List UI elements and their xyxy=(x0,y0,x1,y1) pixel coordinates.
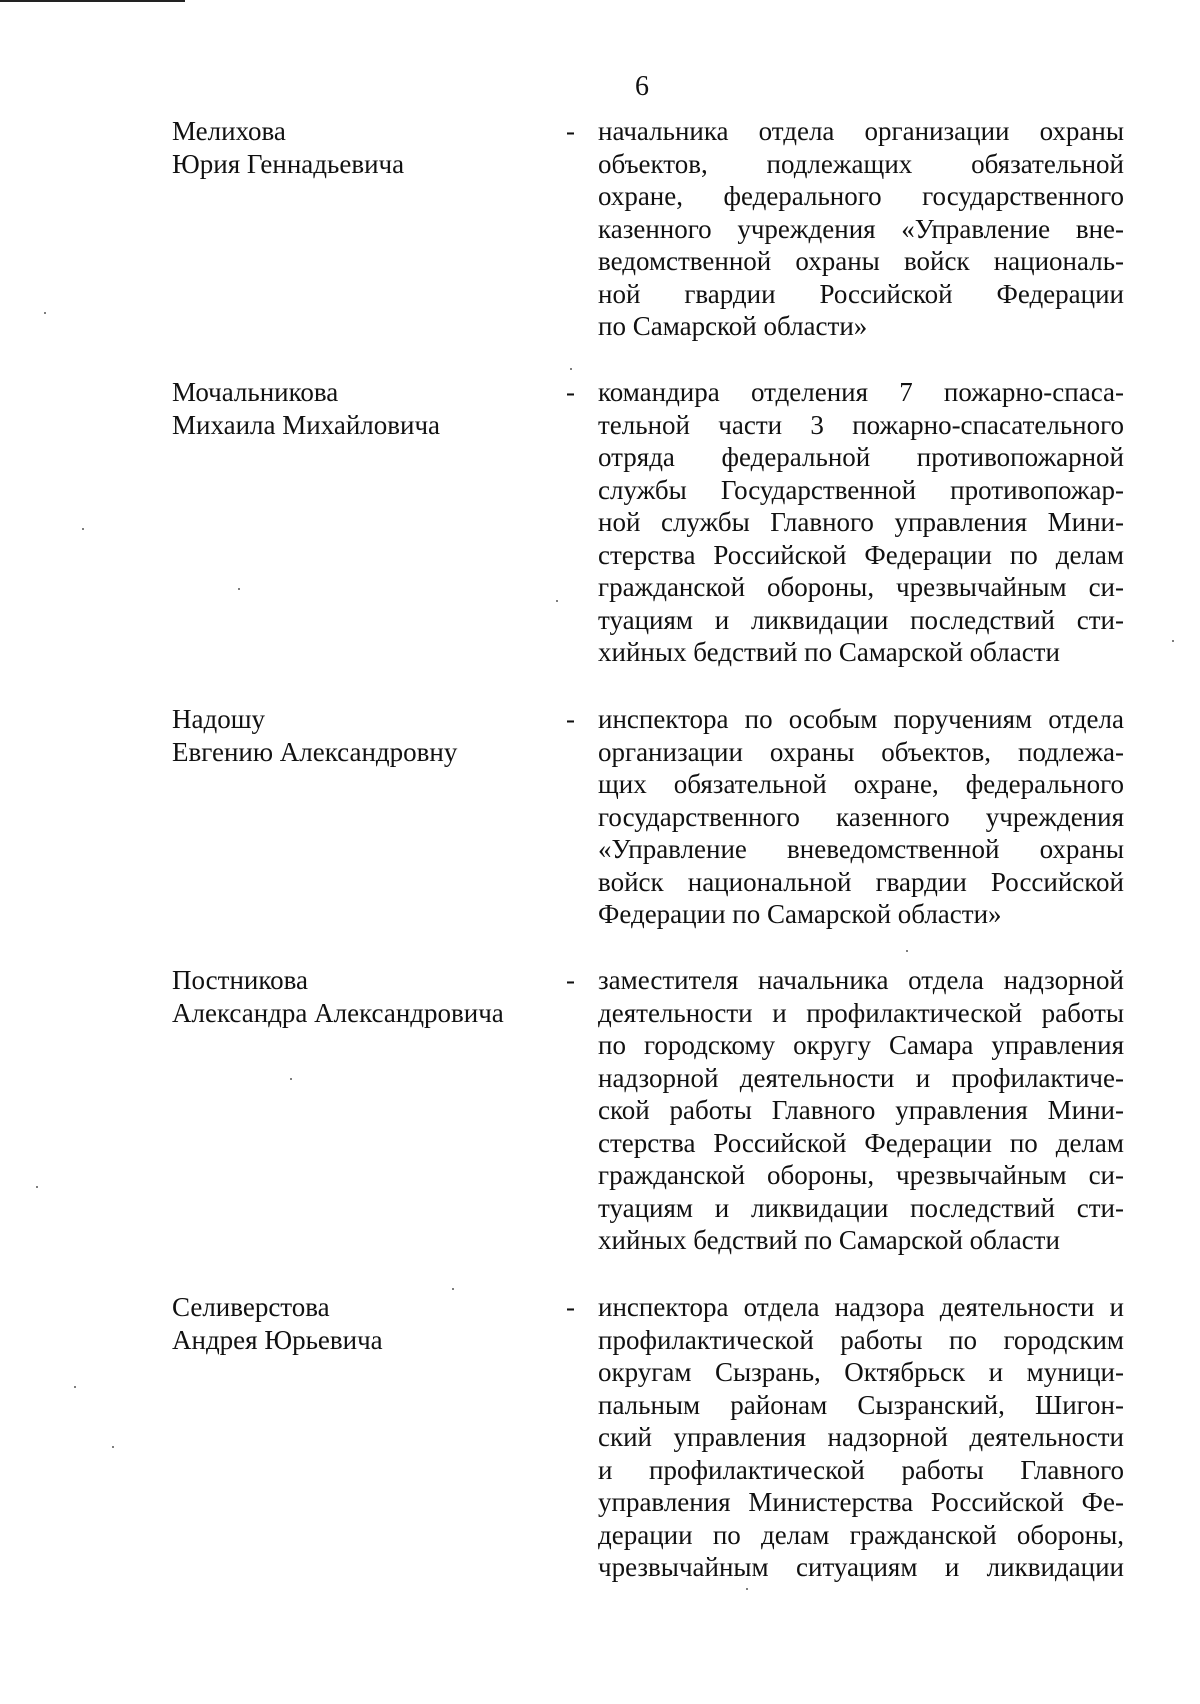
description-line: по Самарской области» xyxy=(598,311,868,341)
given-names: Евгению Александровну xyxy=(172,736,458,767)
description-line: заместителя начальника отдела надзорной xyxy=(598,965,1124,995)
description-line: отряда федеральной противопожарной xyxy=(598,442,1124,472)
description-line: государственного казенного учреждения xyxy=(598,801,1124,832)
dash-separator: - xyxy=(566,965,575,995)
surname: Постникова xyxy=(172,965,308,995)
description-line: Федерации по Самарской области» xyxy=(598,899,1002,929)
position-description xyxy=(598,115,1124,343)
position-description xyxy=(598,376,1124,669)
description-line: стерства Российской Федерации по делам xyxy=(598,1127,1124,1158)
position-description xyxy=(598,964,1124,1257)
description-line: стерства Российской Федерации по делам xyxy=(598,539,1124,570)
description-line: пальным районам Сызранский, Шигон- xyxy=(598,1389,1124,1420)
scan-edge-line xyxy=(0,0,185,2)
description-line: начальника отдела организации охраны xyxy=(598,116,1124,146)
scan-speck xyxy=(112,1446,114,1448)
appointee-name xyxy=(172,115,562,180)
description-line: ной гвардии Российской Федерации xyxy=(598,278,1124,309)
description-line: организации охраны объектов, подлежа- xyxy=(598,736,1124,767)
given-names: Александра Александровича xyxy=(172,997,504,1028)
scan-speck xyxy=(746,1588,748,1590)
description-line: надзорной деятельности и профилактиче- xyxy=(598,1062,1124,1093)
description-line: казенного учреждения «Управление вне- xyxy=(598,213,1124,244)
scan-speck xyxy=(82,528,84,530)
description-line: гражданской обороны, чрезвычайным си- xyxy=(598,1160,1124,1190)
dash-separator: - xyxy=(566,1292,575,1322)
scan-speck xyxy=(238,588,240,590)
dash-separator: - xyxy=(566,704,575,734)
description-line: «Управление вневедомственной охраны xyxy=(598,834,1124,864)
description-line: ской работы Главного управления Мини- xyxy=(598,1095,1124,1125)
description-line: службы Государственной противопожар- xyxy=(598,474,1124,505)
surname: Надошу xyxy=(172,704,266,734)
description-line: ский управления надзорной деятельности xyxy=(598,1422,1124,1452)
given-names: Андрея Юрьевича xyxy=(172,1324,383,1355)
given-names: Юрия Геннадьевича xyxy=(172,148,405,179)
description-line: управления Министерства Российской Фе- xyxy=(598,1487,1124,1517)
given-names: Михаила Михайловича xyxy=(172,409,441,440)
description-line: туациям и ликвидации последствий сти- xyxy=(598,1192,1124,1223)
appointee-name xyxy=(172,376,562,441)
scan-speck xyxy=(452,1288,454,1290)
surname: Мелихова xyxy=(172,116,286,146)
description-line: ведомственной охраны войск националь- xyxy=(598,246,1124,276)
appointee-name xyxy=(172,964,562,1029)
description-line: войск национальной гвардии Российской xyxy=(598,866,1124,897)
description-line: профилактической работы по городским xyxy=(598,1324,1124,1355)
scan-speck xyxy=(906,950,908,952)
description-line: по городскому округу Самара управления xyxy=(598,1030,1124,1060)
surname: Мочальникова xyxy=(172,377,339,407)
scan-speck xyxy=(74,1386,76,1388)
scan-speck xyxy=(556,600,558,602)
position-description xyxy=(598,703,1124,931)
appointee-name xyxy=(172,1291,562,1356)
description-line: хийных бедствий по Самарской области xyxy=(598,1225,1060,1255)
description-line: объектов, подлежащих обязательной xyxy=(598,148,1124,179)
description-line: хийных бедствий по Самарской области xyxy=(598,637,1060,667)
appointee-name xyxy=(172,703,562,768)
dash-separator: - xyxy=(566,377,575,407)
scan-speck xyxy=(44,312,46,314)
description-line: охране, федерального государственного xyxy=(598,181,1124,211)
description-line: тельной части 3 пожарно-спасательного xyxy=(598,409,1124,440)
description-line: дерации по делам гражданской обороны, xyxy=(598,1519,1124,1550)
description-line: деятельности и профилактической работы xyxy=(598,997,1124,1028)
description-line: щих обязательной охране, федерального xyxy=(598,769,1124,799)
description-line: инспектора по особым поручениям отдела xyxy=(598,704,1124,734)
description-line: чрезвычайным ситуациям и ликвидации xyxy=(598,1552,1124,1582)
description-line: округам Сызрань, Октябрьск и муници- xyxy=(598,1357,1124,1387)
surname: Селиверстова xyxy=(172,1292,330,1322)
scan-speck xyxy=(570,368,572,370)
scan-speck xyxy=(36,1186,38,1188)
description-line: туациям и ликвидации последствий сти- xyxy=(598,604,1124,635)
description-line: гражданской обороны, чрезвычайным си- xyxy=(598,572,1124,602)
dash-separator: - xyxy=(566,116,575,146)
description-line: и профилактической работы Главного xyxy=(598,1454,1124,1485)
description-line: командира отделения 7 пожарно-спаса- xyxy=(598,377,1124,407)
scan-speck xyxy=(1172,640,1174,642)
description-line: ной службы Главного управления Мини- xyxy=(598,507,1124,537)
page-number: 6 xyxy=(635,71,649,102)
position-description xyxy=(598,1291,1124,1584)
description-line: инспектора отдела надзора деятельности и xyxy=(598,1292,1124,1322)
scan-speck xyxy=(290,1078,292,1080)
